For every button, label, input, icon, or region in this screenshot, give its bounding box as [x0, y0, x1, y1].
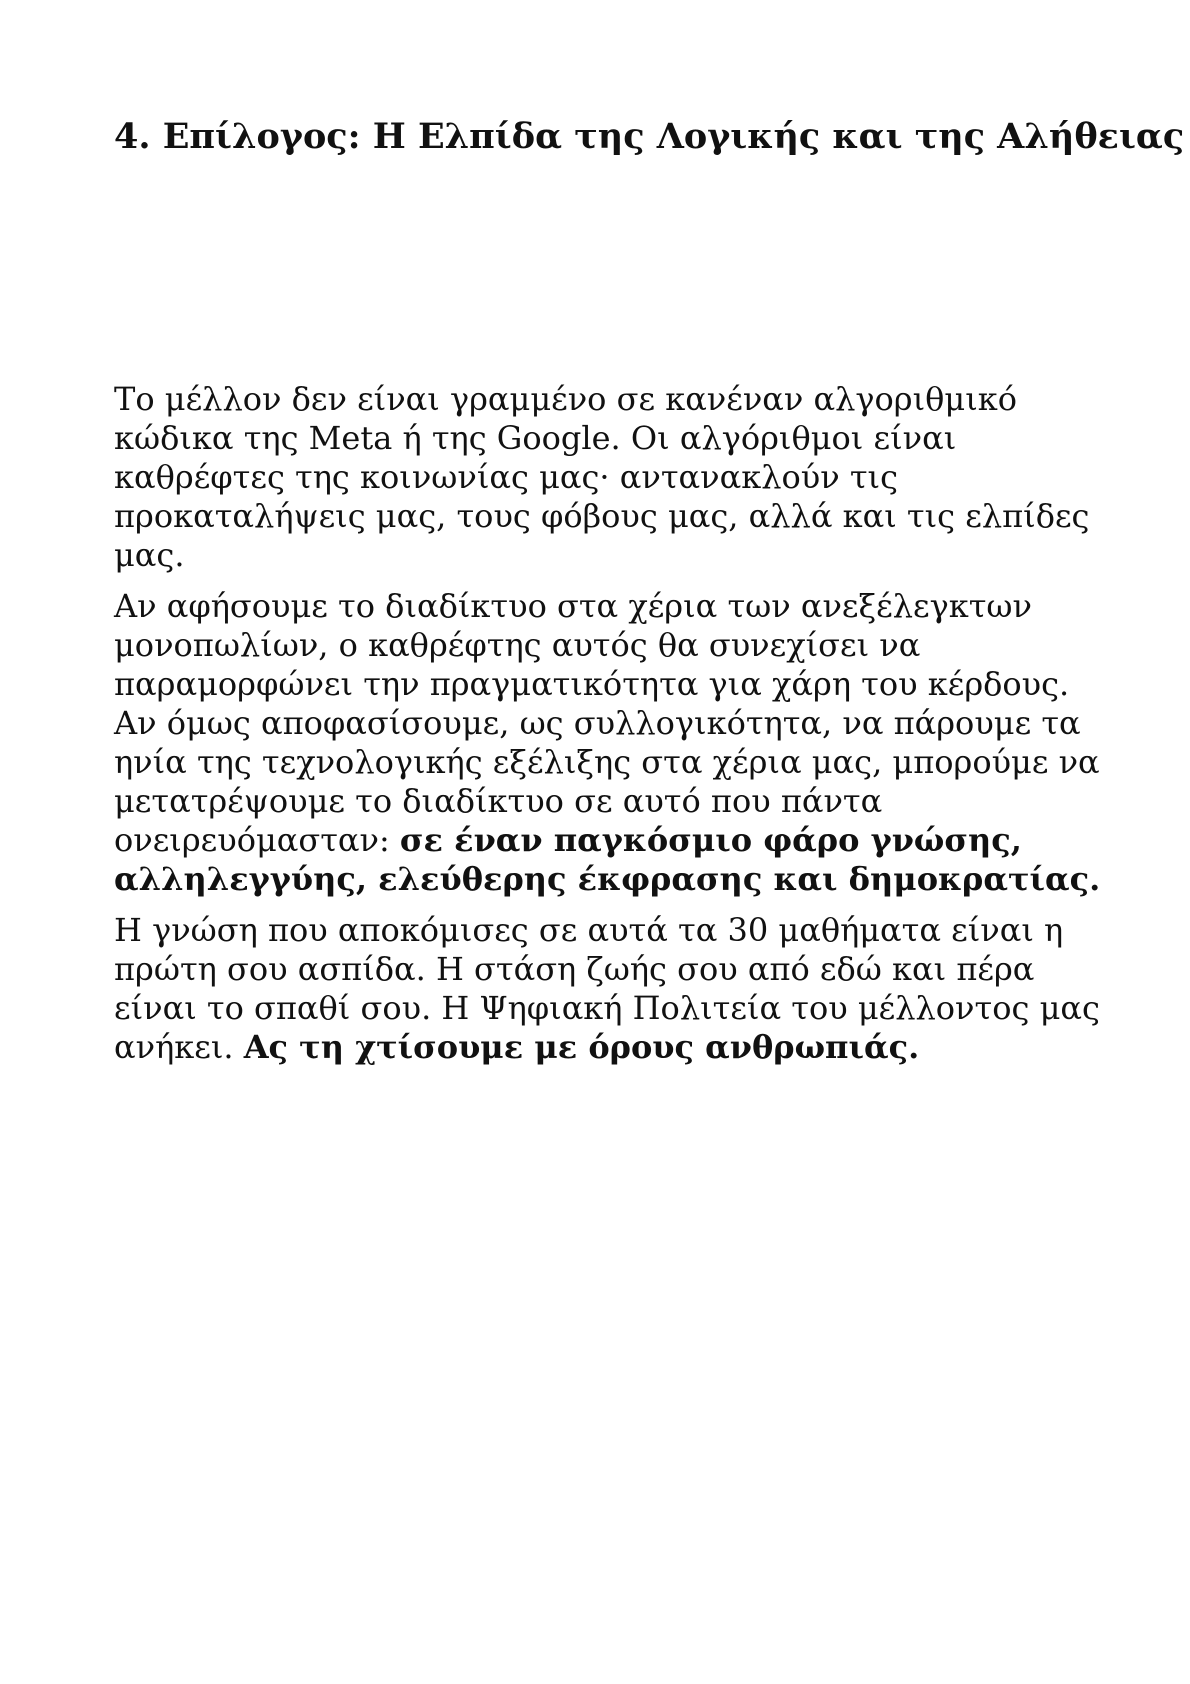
- paragraph-3-text: Η γνώση που αποκόμισες σε αυτά τα 30 μαθήματα είναι η πρώτη σου ασπίδα. Η στάση ζωής σου από εδώ και πέρα είναι το σπαθί σου. Η Ψηφιακή Πολιτεία του μέλλοντος μας ανήκει.: [114, 911, 1100, 1066]
- paragraph-1: [114, 380, 1104, 575]
- section-heading: 4. Επίλογος: Η Ελπίδα της Λογικής και της Αλήθειας: [114, 116, 1185, 157]
- paragraph-3-emphasis: Ας τη χτίσουμε με όρους ανθρωπιάς.: [243, 1028, 920, 1066]
- paragraph-2: [114, 587, 1104, 899]
- paragraph-1-text: Το μέλλον δεν είναι γραμμένο σε κανέναν αλγοριθμικό κώδικα της Meta ή της Google. Οι αλγόριθμοι είναι καθρέφτες της κοινωνίας μας· αντανακλούν τις προκαταλήψεις μας, τους φόβους μας, αλλά και τις ελπίδες μας.: [114, 380, 1090, 574]
- paragraph-3: [114, 911, 1104, 1067]
- body-text: [114, 380, 1104, 1079]
- paragraph-2-emphasis: σε έναν παγκόσμιο φάρο γνώσης, αλληλεγγύης, ελεύθερης έκφρασης και δημοκρατίας.: [114, 821, 1101, 898]
- paragraph-2-text: Αν αφήσουμε το διαδίκτυο στα χέρια των ανεξέλεγκτων μονοπωλίων, ο καθρέφτης αυτός θα συνεχίσει να παραμορφώνει την πραγματικότητα για χάρη του κέρδους. Αν όμως αποφασίσουμε, ως συλλογικότητα, να πάρουμε τα ηνία της τεχνολογικής εξέλιξης στα χέρια μας, μπορούμε να μετατρέψουμε το διαδίκτυο σε αυτό που πάντα ονειρευόμασταν:: [114, 587, 1100, 859]
